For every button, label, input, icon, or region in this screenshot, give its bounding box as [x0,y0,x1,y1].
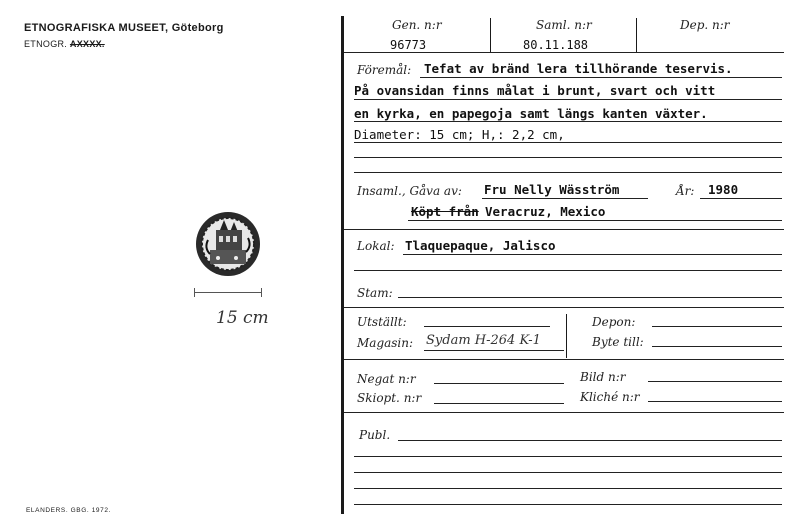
desc-line-3: en kyrka, en papegoja samt längs kanten växter. [354,106,708,121]
rule [354,270,782,271]
scale-note: 15 cm [216,308,269,328]
museum-name: ETNOGRAFISKA MUSEET, [24,22,169,34]
rule [403,254,782,255]
rule [482,198,648,199]
rule [652,346,782,347]
bild-label: Bild n:r [580,370,626,384]
sub-struck: AXXXX. [69,39,105,49]
museum-header [24,22,224,34]
lokal-label: Lokal: [357,239,395,253]
gen-label: Gen. n:r [392,18,442,32]
struck-word: Köpt från [411,204,479,219]
rule [648,381,782,382]
section-rule [344,229,784,230]
rule [408,220,782,221]
rule [424,326,550,327]
printer-note: ELANDERS. GBG. 1972. [26,507,111,514]
divider-magasin-depon [566,314,567,358]
card-left-border [341,16,344,514]
scale-bar [194,292,262,293]
header-rule [344,52,784,53]
rule [354,99,782,100]
skiopt-label: Skiopt. n:r [357,391,422,405]
sub-prefix: ETNOGR. [24,39,68,49]
divider-gen-saml [490,18,491,52]
utstallt-label: Utställt: [357,315,407,329]
rule [424,350,564,351]
insaml-label: Insaml., Gåva av: [357,184,462,198]
rule [434,383,564,384]
rule [700,198,782,199]
rule [354,157,782,158]
dep-label: Dep. n:r [680,18,730,32]
rule [398,440,782,441]
depon-label: Depon: [592,315,636,329]
desc-line-4: Diameter: 15 cm; H,: 2,2 cm, [354,127,565,142]
museum-subheader [24,39,105,49]
section-rule [344,307,784,308]
rule [354,142,782,143]
museum-city: Göteborg [171,22,224,34]
rule [354,504,782,505]
saml-label: Saml. n:r [536,18,592,32]
insaml-value: Fru Nelly Wäsström [484,182,620,197]
rule [354,121,782,122]
rule [354,456,782,457]
saml-value: 80.11.188 [523,38,589,52]
byte-label: Byte till: [592,335,644,349]
place-value: Veracruz, Mexico [485,204,606,219]
desc-line-1: Tefat av bränd lera tillhörande teservis. [424,61,733,76]
magasin-value: Sydam H-264 K-1 [426,333,541,348]
section-rule [344,412,784,413]
publ-label: Publ. [359,428,391,442]
cliche-label: Kliché n:r [580,390,640,404]
plate-photo [190,210,270,280]
lokal-value: Tlaquepaque, Jalisco [405,238,556,253]
foremal-label: Föremål: [357,63,412,77]
rule [354,488,782,489]
scale-bar-tick-left [194,288,195,297]
rule [648,401,782,402]
rule [420,77,782,78]
ar-label: År: [676,184,695,198]
rule [354,172,782,173]
magasin-label: Magasin: [357,336,414,350]
stam-label: Stam: [357,286,393,300]
section-rule [344,359,784,360]
negat-label: Negat n:r [357,372,416,386]
rule [398,297,782,298]
rule [354,472,782,473]
rule [434,403,564,404]
desc-line-2: På ovansidan finns målat i brunt, svart och vitt [354,83,716,98]
gen-value: 96773 [390,38,427,52]
rule [652,326,782,327]
scale-bar-tick-right [261,288,262,297]
divider-saml-dep [636,18,637,52]
ar-value: 1980 [708,182,739,197]
